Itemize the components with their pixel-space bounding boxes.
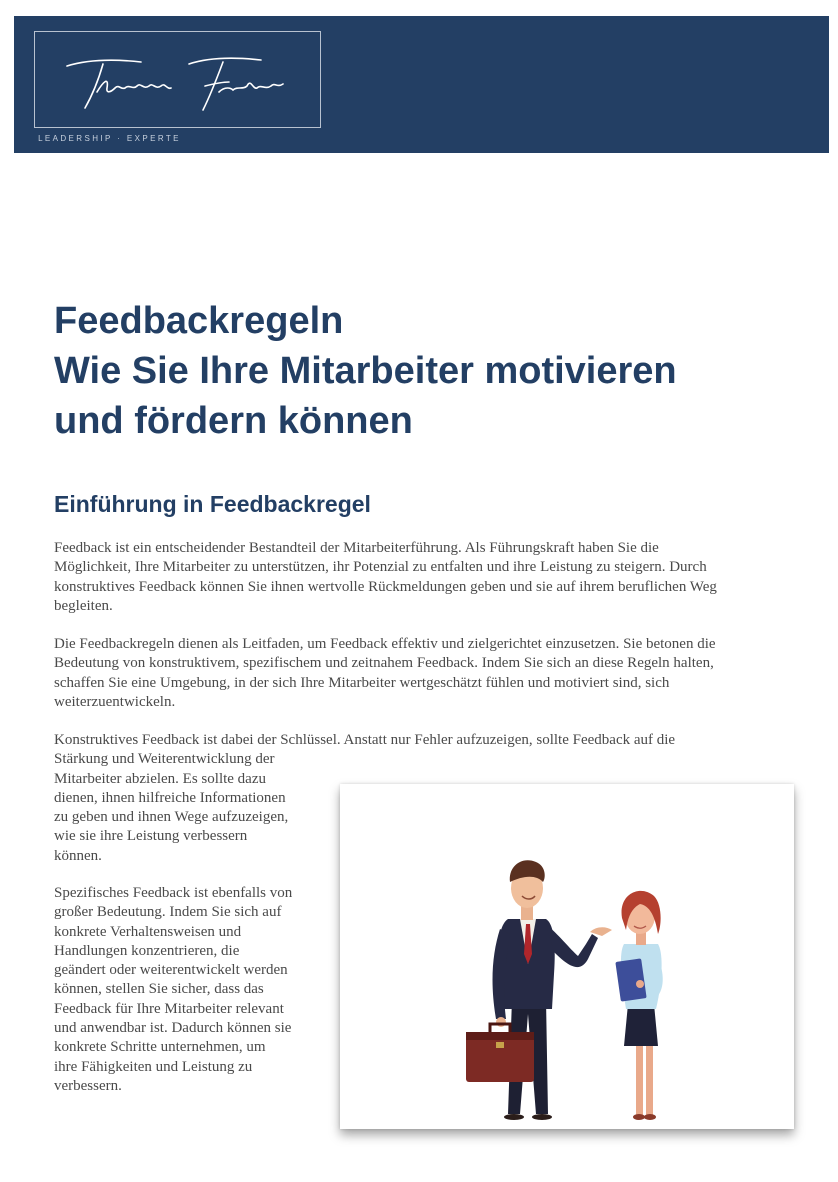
paragraph-rules [54,635,716,712]
text-line: können. [54,847,102,864]
text-line: ihre Fähigkeiten und Leistung zu [54,1058,253,1075]
text-line: und anwendbar ist. Dadurch können sie [54,1020,292,1037]
section-heading: Einführung in Feedbackregel [54,491,371,517]
paragraph-specific [54,884,292,1096]
text-line: konkrete Schritte unternehmen, um [54,1039,266,1056]
text-line: begleiten. [54,597,113,614]
title-line-1: Feedbackregeln [54,300,344,342]
text-line: schaffen Sie eine Umgebung, in der sich Ihre Mitarbeiter wertgeschätzt fühlen und motiviert sind, sich [54,674,670,691]
text-line: konkrete Verhaltensweisen und [54,923,242,940]
text-line: Konstruktives Feedback ist dabei der Schlüssel. Anstatt nur Fehler aufzuzeigen, sollte Feedback auf die [54,732,676,748]
page-title [54,296,814,446]
text-line: Handlungen konzentrieren, die [54,942,240,959]
text-line: zu geben und ihnen Wege aufzuzeigen, [54,809,289,826]
text-line: wie sie ihre Leistung verbessern [54,828,248,845]
logo-frame [34,31,321,143]
text-line: Bedeutung von konstruktivem, spezifischem und zeitnahem Feedback. Indem Sie sich an diese Regeln halten, [54,655,714,672]
illustration-svg [340,784,794,1129]
logo-signature [63,52,303,112]
text-line: verbessern. [54,1077,122,1094]
illustration-feedback-conversation [340,784,794,1129]
text-line: großer Bedeutung. Indem Sie sich auf [54,904,282,921]
text-line: Stärkung und Weiterentwicklung der [54,751,275,768]
text-line: Feedback für Ihre Mitarbeiter relevant [54,1000,284,1017]
text-line: Mitarbeiter abzielen. Es sollte dazu [54,770,266,787]
text-line: können, stellen Sie sicher, dass das [54,981,264,998]
text-line: Spezifisches Feedback ist ebenfalls von [54,885,293,901]
text-line: Möglichkeit, Ihre Mitarbeiter zu unterstützen, ihr Potenzial zu entfalten und ihre Leistung zu steigern. Durch [54,559,707,576]
title-line-3: und fördern können [54,400,413,442]
paragraph-intro [54,539,717,616]
briefcase-icon [466,1024,534,1082]
woman-figure [615,891,662,1120]
text-line: Feedback ist ein entscheidender Bestandteil der Mitarbeiterführung. Als Führungskraft haben Sie die [54,540,659,556]
text-line: weiterzuentwickeln. [54,693,176,710]
text-line: Die Feedbackregeln dienen als Leitfaden, um Feedback effektiv und zielgerichtet einzusetzen. Sie betonen die [54,636,716,652]
logo-tagline: LEADERSHIP · EXPERTE [35,134,320,143]
text-line: konstruktives Feedback können Sie ihnen wertvolle Rückmeldungen geben und sie auf ihrem beruflichen Weg [54,578,717,595]
header-banner [14,16,829,153]
text-line: dienen, ihnen hilfreiche Informationen [54,789,286,806]
text-line: geändert oder weiterentwickelt werden [54,962,288,979]
title-line-2: Wie Sie Ihre Mitarbeiter motivieren [54,350,677,392]
